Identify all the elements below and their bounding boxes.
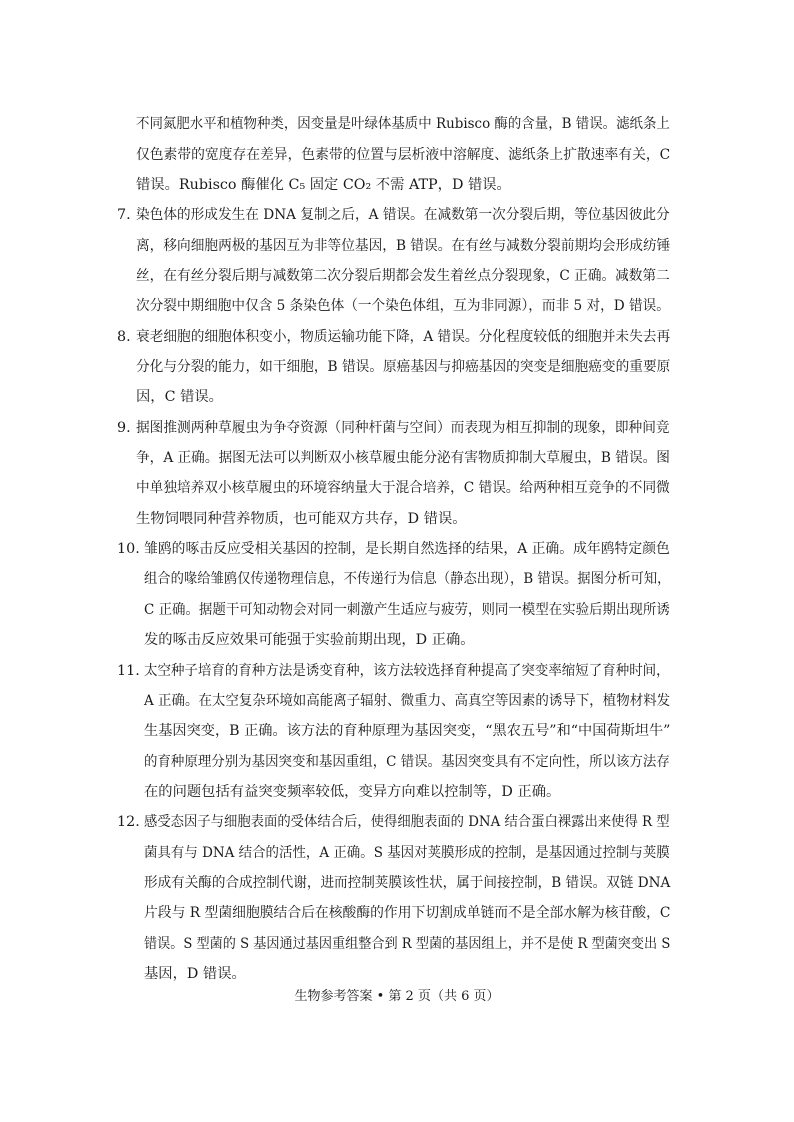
item-line: 因，C 错误。 [136, 389, 223, 405]
item-line: 据图推测两种草履虫为争夺资源（同种杆菌与空间）而表现为相互抑制的现象，即种间竞 [136, 420, 670, 436]
item-line: 衰老细胞的细胞体积变小，物质运输功能下降，A 错误。分化程度较低的细胞并未失去再 [136, 329, 671, 345]
item-line: 生物饲喂同种营养物质，也可能双方共存，D 错误。 [136, 511, 467, 527]
item-line: 在的问题包括有益突变频率较低，变异方向难以控制等，D 正确。 [144, 784, 561, 800]
item-line: 次分裂中期细胞中仅含 5 条染色体（一个染色体组，互为非同源），而非 5 对，D 错误。 [136, 298, 670, 314]
item-line: C 正确。据题干可知动物会对同一刺激产生适应与疲劳，则同一模型在实验后期出现所诱 [144, 602, 670, 618]
item-line: 中单独培养双小核草履虫的环境容纳量大于混合培养，C 错误。给两种相互竞争的不同微 [136, 480, 670, 496]
item-line: 错误。S 型菌的 S 基因通过基因重组整合到 R 型菌的基因组上，并不是使 R 型菌突变出 S [144, 936, 671, 952]
item-number: 9. [117, 420, 131, 436]
item-number: 11. [117, 663, 140, 679]
item-line: 太空种子培育的育种方法是诱变育种，该方法较选择育种提高了突变率缩短了育种时间， [144, 663, 670, 679]
item-number: 12. [117, 814, 140, 830]
item-line: 的育种原理分别为基因突变和基因重组，C 错误。基因突变具有不定向性，所以该方法存 [144, 754, 670, 770]
item-line: 丝，在有丝分裂后期与减数第二次分裂后期都会发生着丝点分裂现象，C 正确。减数第二 [136, 268, 670, 284]
item-line: 雏鸥的啄击反应受相关基因的控制，是长期自然选择的结果，A 正确。成年鸥特定颜色 [144, 541, 670, 557]
item-line: 争，A 正确。据图无法可以判断双小核草履虫能分泌有害物质抑制大草履虫，B 错误。图 [136, 450, 670, 466]
item-line: 分化与分裂的能力，如干细胞，B 错误。原癌基因与抑癌基因的突变是细胞癌变的重要原 [136, 359, 671, 375]
item-line: A 正确。在太空复杂环境如高能离子辐射、微重力、高真空等因素的诱导下，植物材料发 [144, 693, 671, 709]
intro-line-1: 不同氮肥水平和植物种类，因变量是叶绿体基质中 Rubisco 酶的含量，B 错误。滤纸条上 [136, 116, 670, 132]
item-line: 生基因突变，B 正确。该方法的育种原理为基因突变，“黑农五号”和“中国荷斯坦牛” [144, 723, 671, 739]
item-line: 基因，D 错误。 [144, 966, 246, 982]
item-line: 菌具有与 DNA 结合的活性，A 正确。S 基因对荚膜形成的控制，是基因通过控制与荚膜 [144, 845, 670, 861]
item-line: 离，移向细胞两极的基因互为非等位基因，B 错误。在有丝与减数分裂前期均会形成纺锤 [136, 238, 671, 254]
item-line: 形成有关酶的合成控制代谢，进而控制荚膜该性状，属于间接控制，B 错误。双链 DNA [144, 875, 671, 891]
item-line: 发的啄击反应效果可能强于实验前期出现，D 正确。 [144, 632, 475, 648]
page-footer: 生物参考答案 • 第 2 页（共 6 页） [294, 989, 500, 1004]
item-line: 感受态因子与细胞表面的受体结合后，使得细胞表面的 DNA 结合蛋白裸露出来使得 R 型 [144, 814, 670, 830]
item-number: 10. [117, 541, 140, 557]
intro-line-2: 仅色素带的宽度存在差异，色素带的位置与层析液中溶解度、滤纸条上扩散速率有关，C [136, 147, 671, 163]
item-line: 组合的喙给雏鸥仅传递物理信息，不传递行为信息（静态出现），B 错误。据图分析可知， [144, 571, 671, 587]
item-line: 片段与 R 型菌细胞膜结合后在核酸酶的作用下切割成单链而不是全部水解为核苷酸，C [144, 905, 671, 921]
item-number: 7. [117, 207, 131, 223]
item-number: 8. [117, 329, 131, 345]
item-line: 染色体的形成发生在 DNA 复制之后，A 错误。在减数第一次分裂后期，等位基因彼此分 [136, 207, 670, 223]
intro-line-3: 错误。Rubisco 酶催化 C₅ 固定 CO₂ 不需 ATP，D 错误。 [136, 177, 511, 193]
